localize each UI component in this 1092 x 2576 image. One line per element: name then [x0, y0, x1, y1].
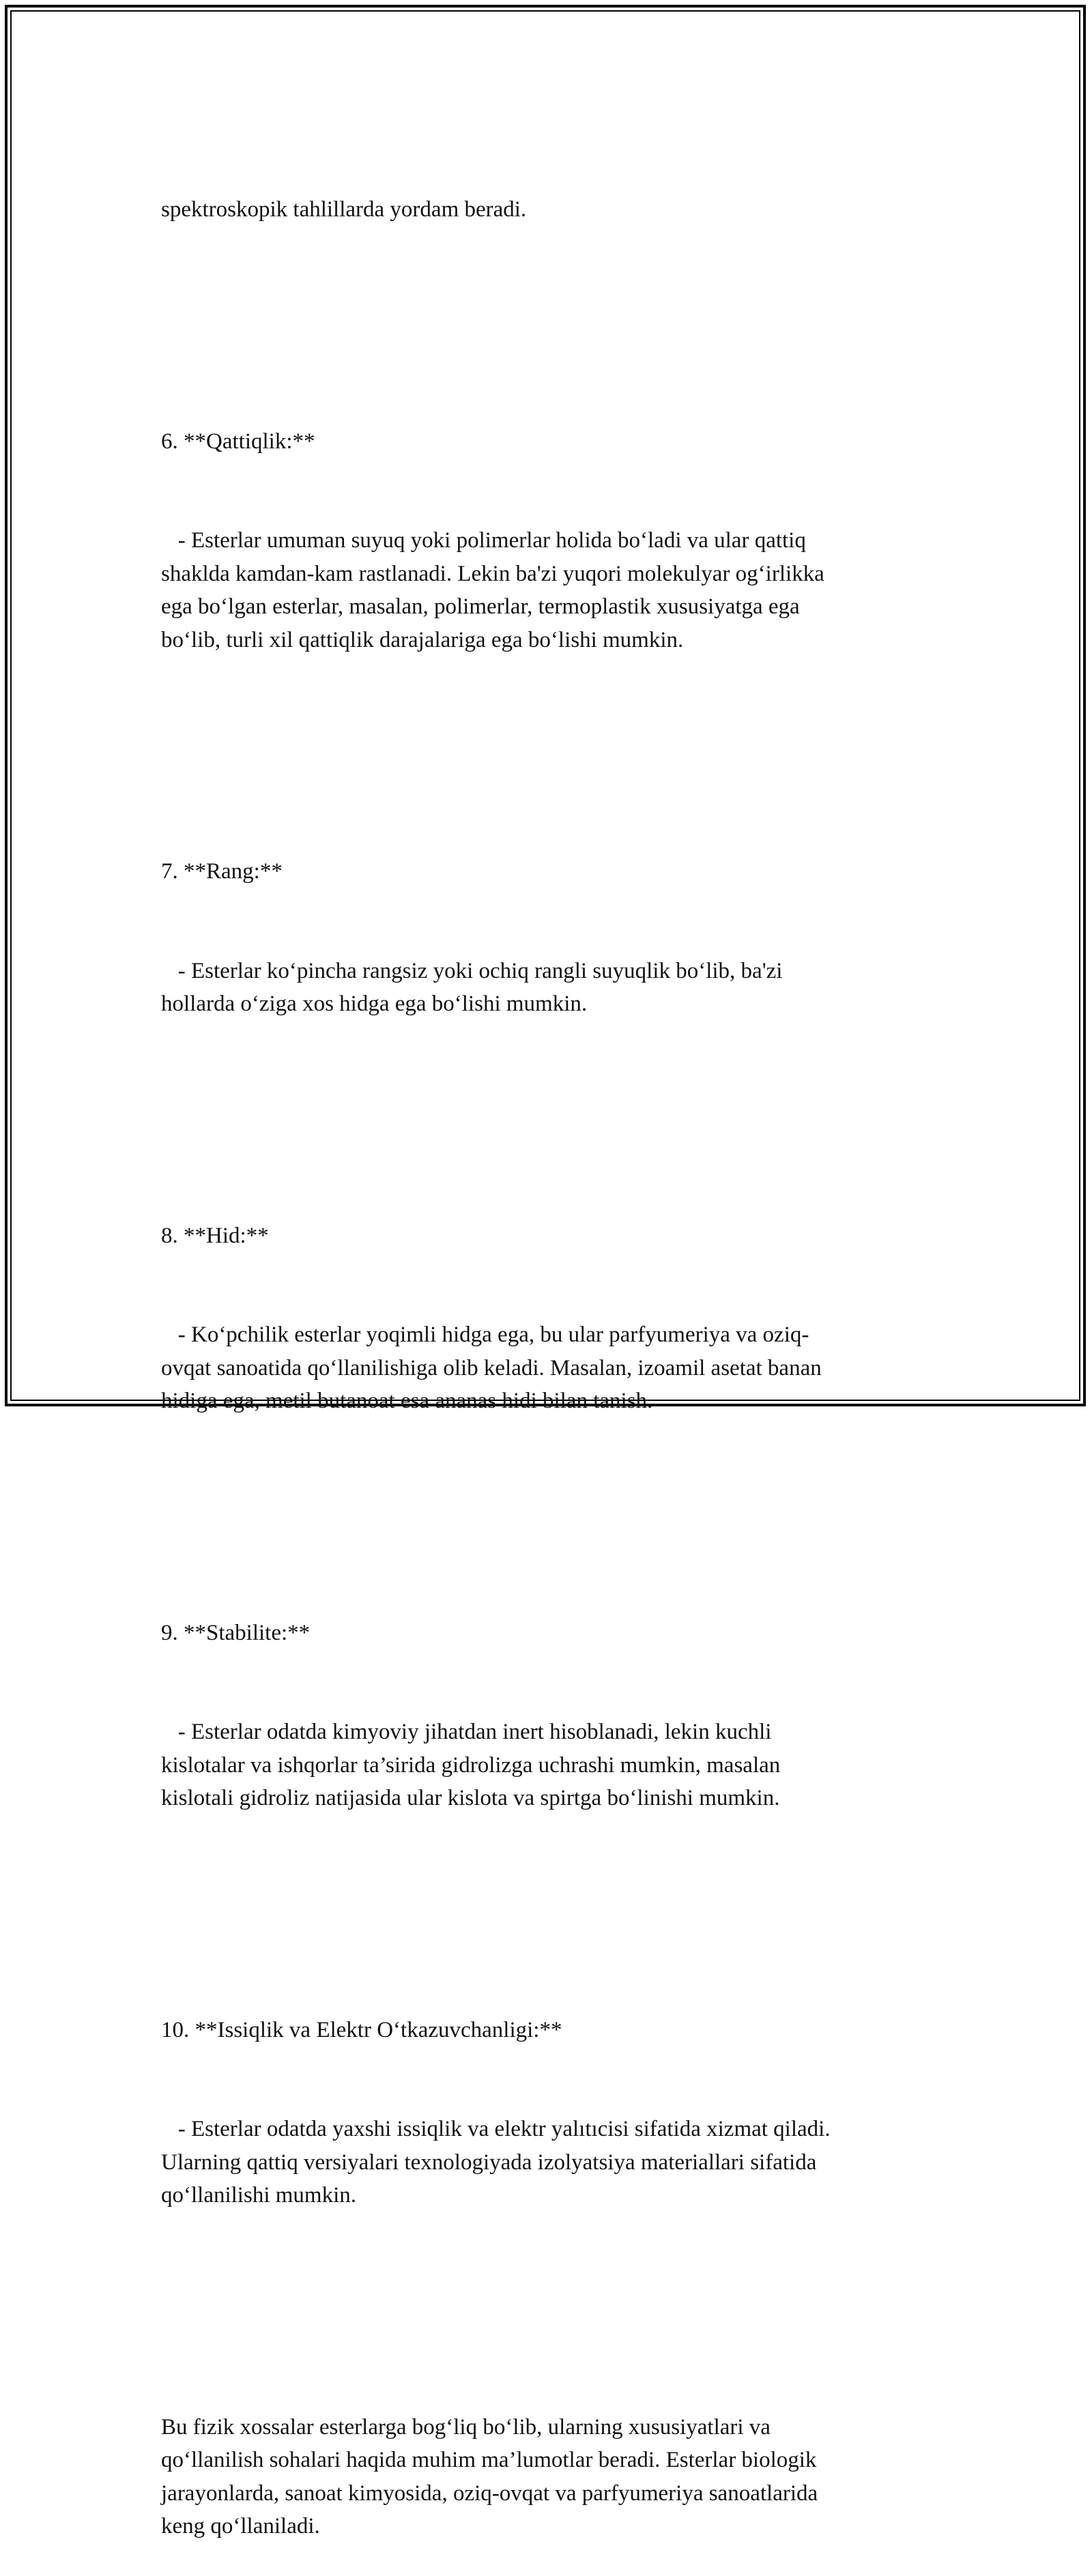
- item-6-text: - Esterlar umuman suyuq yoki polimerlar holida bo‘ladi va ular qattiq shaklda kamdan-kam rastlanadi. Lekin ba'zi yuqori molekulyar og‘irlikka ega bo‘lgan esterlar, masalan, polimerlar, termoplastik xususiyatga ega bo‘lib, turli xil qattiqlik darajalariga ega bo‘lishi mumkin.: [161, 528, 824, 652]
- paragraph-gap: [161, 293, 932, 326]
- item-8-text: - Ko‘pchilik esterlar yoqimli hidga ega, bu ular parfyumeriya va oziq- ovqat sanoatida qo‘llanilishiga olib keladi. Masalan, izoamil asetat banan hidiga ega, metil butanoat esa ananas hidi bilan tanish.: [161, 1322, 822, 1413]
- item-9-heading: 9. **Stabilite:**: [161, 1620, 311, 1645]
- item-7-heading: 7. **Rang:**: [161, 859, 283, 884]
- paragraph-gap: [161, 1484, 932, 1518]
- lead-paragraph: spektroskopik tahlillarda yordam beradi.: [161, 197, 527, 222]
- conclusion-paragraph: Bu fizik xossalar esterlarga bog‘liq bo‘lib, ularning xususiyatlari va qo‘llanilish sohalari haqida muhim ma’lumotlar beradi. Esterlar biologik jarayonlarda, sanoat kimyosida, oziq-ovqat va parfyumeriya sanoatlarida keng qo‘llaniladi.: [161, 2414, 818, 2538]
- item-8-heading: 8. **Hid:**: [161, 1223, 269, 1248]
- paragraph-gap: [161, 1087, 932, 1120]
- paragraph-gap: [161, 2278, 932, 2312]
- paragraph-gap: [161, 1881, 932, 1915]
- item-10-text: - Esterlar odatda yaxshi issiqlik va elektr yalıtıcisi sifatida xizmat qiladi. Ularning qattiq versiyalari texnologiyada izolyatsiya materiallari sifatida qo‘llanilishi mumkin.: [161, 2117, 831, 2208]
- document-body: [161, 127, 932, 2576]
- item-7-text: - Esterlar ko‘pincha rangsiz yoki ochiq rangli suyuqlik bo‘lib, ba'zi hollarda o‘ziga xos hidga ega bo‘lishi mumkin.: [161, 958, 783, 1016]
- paragraph-gap: [161, 723, 932, 756]
- item-9-text: - Esterlar odatda kimyoviy jihatdan inert hisoblanadi, lekin kuchli kislotalar va ishqorlar ta’sirida gidrolizga uchrashi mumkin, masalan kislotali gidroliz natijasida ular kislota va spirtga bo‘linishi mumkin.: [161, 1720, 781, 1810]
- item-6-heading: 6. **Qattiqlik:**: [161, 429, 315, 454]
- item-10-heading: 10. **Issiqlik va Elektr O‘tkazuvchanligi:**: [161, 2017, 562, 2042]
